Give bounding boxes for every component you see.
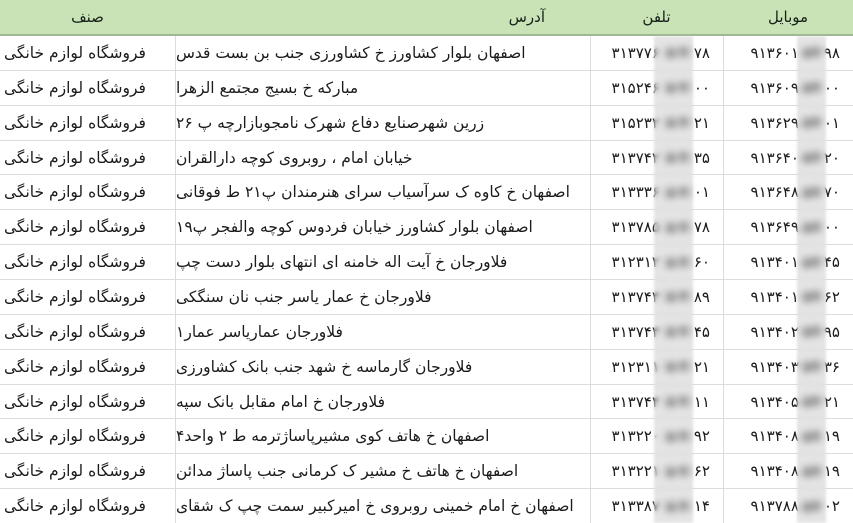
- address-cell[interactable]: [175, 36, 590, 70]
- table-row: [0, 141, 853, 176]
- phone-redaction-blur: [662, 359, 692, 374]
- table-row: [0, 315, 853, 350]
- header-cell-mobile[interactable]: [723, 0, 853, 34]
- address-value: فلاورجان گارماسه خ شهد جنب بانک کشاورزی: [176, 357, 473, 376]
- mobile-suffix: ۶۲: [823, 287, 840, 306]
- mobile-cell[interactable]: [723, 350, 853, 384]
- senf-cell[interactable]: [0, 489, 175, 523]
- mobile-cell[interactable]: [723, 175, 853, 209]
- mobile-cell[interactable]: [723, 315, 853, 349]
- mobile-redaction-blur: [801, 289, 822, 304]
- phone-redaction-blur: [662, 255, 692, 270]
- senf-value: فروشگاه لوازم خانگی: [4, 253, 146, 272]
- phone-redaction-blur: [662, 464, 692, 479]
- mobile-suffix: ۲۰: [823, 148, 840, 167]
- mobile-prefix: ۹۱۳۶۴۹: [750, 218, 799, 237]
- phone-prefix: ۳۱۳۷۴۴: [611, 392, 660, 411]
- address-cell[interactable]: [175, 419, 590, 453]
- mobile-cell[interactable]: [723, 106, 853, 140]
- mobile-cell[interactable]: [723, 210, 853, 244]
- mobile-prefix: ۹۱۳۴۰۳: [750, 357, 799, 376]
- address-cell[interactable]: [175, 141, 590, 175]
- phone-prefix: ۳۱۳۲۲۰: [611, 427, 660, 446]
- mobile-suffix: ۱۹: [823, 427, 840, 446]
- phone-suffix: ۰۰: [693, 78, 710, 97]
- table-row: [0, 385, 853, 420]
- senf-cell[interactable]: [0, 36, 175, 70]
- table-row: [0, 71, 853, 106]
- phone-prefix: ۳۱۲۳۱۲: [611, 253, 660, 272]
- phone-prefix: ۳۱۳۲۲۱: [611, 462, 660, 481]
- mobile-suffix: ۳۶: [823, 357, 840, 376]
- phone-cell[interactable]: [590, 175, 723, 209]
- senf-cell[interactable]: [0, 315, 175, 349]
- mobile-suffix: ۰۰: [823, 218, 840, 237]
- header-cell-phone[interactable]: [590, 0, 723, 34]
- address-value: اصفهان خ کاوه ک سرآسیاب سرای هنرمندان پ۲۱ ط فوقانی: [176, 183, 570, 202]
- header-label-address: آدرس: [508, 8, 545, 26]
- mobile-prefix: ۹۱۳۷۸۸: [750, 497, 799, 516]
- mobile-suffix: ۰۲: [823, 497, 840, 516]
- address-cell[interactable]: [175, 350, 590, 384]
- table-row: [0, 175, 853, 210]
- senf-value: فروشگاه لوازم خانگی: [4, 287, 146, 306]
- mobile-cell[interactable]: [723, 385, 853, 419]
- senf-value: فروشگاه لوازم خانگی: [4, 78, 146, 97]
- phone-prefix: ۳۱۳۳۸۷: [611, 497, 660, 516]
- mobile-cell[interactable]: [723, 71, 853, 105]
- mobile-redaction-blur: [801, 185, 822, 200]
- mobile-suffix: ۹۵: [823, 322, 840, 341]
- phone-cell[interactable]: [590, 141, 723, 175]
- senf-value: فروشگاه لوازم خانگی: [4, 497, 146, 516]
- phone-cell[interactable]: [590, 350, 723, 384]
- address-value: فلاورجان خ امام مقابل بانک سپه: [176, 392, 386, 411]
- header-label-phone: تلفن: [642, 8, 671, 26]
- phone-prefix: ۳۱۳۷۸۵: [611, 218, 660, 237]
- mobile-cell[interactable]: [723, 280, 853, 314]
- senf-value: فروشگاه لوازم خانگی: [4, 113, 146, 132]
- mobile-redaction-blur: [801, 45, 822, 60]
- mobile-redaction-blur: [801, 464, 822, 479]
- phone-prefix: ۳۱۳۷۴۳: [611, 287, 660, 306]
- mobile-redaction-blur: [801, 255, 822, 270]
- mobile-redaction-blur: [801, 150, 822, 165]
- phone-suffix: ۸۹: [693, 287, 710, 306]
- phone-cell[interactable]: [590, 280, 723, 314]
- senf-value: فروشگاه لوازم خانگی: [4, 43, 146, 62]
- senf-value: فروشگاه لوازم خانگی: [4, 148, 146, 167]
- senf-cell[interactable]: [0, 280, 175, 314]
- mobile-redaction-blur: [801, 499, 822, 514]
- phone-suffix: ۱۴: [693, 497, 710, 516]
- address-cell[interactable]: [175, 71, 590, 105]
- mobile-redaction-blur: [801, 80, 822, 95]
- mobile-redaction-blur: [801, 220, 822, 235]
- phone-redaction-blur: [662, 45, 692, 60]
- mobile-prefix: ۹۱۳۶۰۱: [750, 43, 799, 62]
- address-cell[interactable]: [175, 385, 590, 419]
- phone-cell[interactable]: [590, 36, 723, 70]
- mobile-prefix: ۹۱۳۶۴۸: [750, 183, 799, 202]
- address-cell[interactable]: [175, 489, 590, 523]
- phone-prefix: ۳۱۵۲۴۶: [611, 78, 660, 97]
- address-cell[interactable]: [175, 106, 590, 140]
- address-cell[interactable]: [175, 280, 590, 314]
- mobile-suffix: ۱۹: [823, 462, 840, 481]
- table-row: [0, 36, 853, 71]
- address-value: اصفهان خ هاتف خ مشیر ک کرمانی جنب پاساژ مدائن: [176, 462, 519, 481]
- address-value: مبارکه خ بسیج مجتمع الزهرا: [176, 78, 359, 97]
- phone-suffix: ۶۰: [693, 253, 710, 272]
- senf-value: فروشگاه لوازم خانگی: [4, 392, 146, 411]
- header-label-senf: صنف: [71, 8, 104, 26]
- mobile-redaction-blur: [801, 359, 822, 374]
- address-value: اصفهان خ امام خمینی روبروی خ امیرکبیر سمت چپ ک شقای: [176, 497, 574, 516]
- mobile-cell[interactable]: [723, 141, 853, 175]
- phone-suffix: ۹۲: [693, 427, 710, 446]
- mobile-redaction-blur: [801, 115, 822, 130]
- senf-cell[interactable]: [0, 385, 175, 419]
- table-row: [0, 419, 853, 454]
- mobile-prefix: ۹۱۳۶۴۰: [750, 148, 799, 167]
- senf-value: فروشگاه لوازم خانگی: [4, 462, 146, 481]
- phone-redaction-blur: [662, 80, 692, 95]
- mobile-cell[interactable]: [723, 245, 853, 279]
- mobile-suffix: ۹۸: [823, 43, 840, 62]
- table-row: [0, 106, 853, 141]
- phone-prefix: ۳۱۳۷۷۶: [611, 43, 660, 62]
- phone-cell[interactable]: [590, 71, 723, 105]
- phone-cell[interactable]: [590, 106, 723, 140]
- table-row: [0, 350, 853, 385]
- phone-cell[interactable]: [590, 385, 723, 419]
- mobile-cell[interactable]: [723, 419, 853, 453]
- mobile-prefix: ۹۱۳۴۰۸: [750, 462, 799, 481]
- mobile-redaction-blur: [801, 429, 822, 444]
- phone-suffix: ۶۲: [693, 462, 710, 481]
- mobile-prefix: ۹۱۳۴۰۱: [750, 287, 799, 306]
- phone-cell[interactable]: [590, 315, 723, 349]
- phone-prefix: ۳۱۳۳۳۶: [611, 183, 660, 202]
- address-value: فلاورجان خ آیت اله خامنه ای انتهای بلوار دست چپ: [176, 253, 508, 272]
- address-value: اصفهان بلوار کشاورز خیابان فردوس کوچه والفجر پ۱۹: [176, 218, 533, 237]
- senf-value: فروشگاه لوازم خانگی: [4, 322, 146, 341]
- senf-cell[interactable]: [0, 419, 175, 453]
- phone-redaction-blur: [662, 429, 692, 444]
- phone-redaction-blur: [662, 394, 692, 409]
- mobile-cell[interactable]: [723, 489, 853, 523]
- phone-suffix: ۲۱: [693, 113, 710, 132]
- senf-value: فروشگاه لوازم خانگی: [4, 427, 146, 446]
- address-value: فلاورجان عماریاسر عمار۱: [176, 322, 343, 341]
- phone-suffix: ۷۸: [693, 43, 710, 62]
- phone-redaction-blur: [662, 220, 692, 235]
- senf-cell[interactable]: [0, 245, 175, 279]
- mobile-suffix: ۴۵: [823, 253, 840, 272]
- address-cell[interactable]: [175, 175, 590, 209]
- address-value: اصفهان بلوار کشاورز خ کشاورزی جنب بن بست قدس: [176, 43, 526, 62]
- mobile-suffix: ۰۰: [823, 78, 840, 97]
- mobile-prefix: ۹۱۳۴۰۱: [750, 253, 799, 272]
- phone-redaction-blur: [662, 324, 692, 339]
- phone-suffix: ۲۱: [693, 357, 710, 376]
- senf-cell[interactable]: [0, 350, 175, 384]
- phone-suffix: ۴۵: [693, 322, 710, 341]
- mobile-prefix: ۹۱۳۶۲۹: [750, 113, 799, 132]
- senf-value: فروشگاه لوازم خانگی: [4, 183, 146, 202]
- header-label-mobile: موبایل: [767, 8, 809, 26]
- table-row: [0, 280, 853, 315]
- phone-cell[interactable]: [590, 419, 723, 453]
- senf-cell[interactable]: [0, 71, 175, 105]
- address-cell[interactable]: [175, 245, 590, 279]
- address-value: زرین شهرصنایع دفاع شهرک نامجوبازارچه پ ۲۶: [176, 113, 485, 132]
- phone-redaction-blur: [662, 115, 692, 130]
- phone-suffix: ۳۵: [693, 148, 710, 167]
- phone-suffix: ۷۸: [693, 218, 710, 237]
- phone-redaction-blur: [662, 150, 692, 165]
- phone-prefix: ۳۱۵۲۳۲: [611, 113, 660, 132]
- phone-cell[interactable]: [590, 210, 723, 244]
- mobile-prefix: ۹۱۳۴۰۲: [750, 322, 799, 341]
- senf-cell[interactable]: [0, 175, 175, 209]
- header-cell-senf[interactable]: [0, 0, 175, 34]
- phone-suffix: ۰۱: [693, 183, 710, 202]
- header-row: [0, 0, 853, 36]
- table-row: [0, 454, 853, 489]
- phone-cell[interactable]: [590, 489, 723, 523]
- phone-suffix: ۱۱: [693, 392, 710, 411]
- table-row: [0, 245, 853, 280]
- address-cell[interactable]: [175, 315, 590, 349]
- table-row: [0, 210, 853, 245]
- address-value: فلاورجان خ عمار یاسر جنب نان سنگکی: [176, 287, 432, 306]
- senf-cell[interactable]: [0, 106, 175, 140]
- senf-cell[interactable]: [0, 141, 175, 175]
- table-body: [0, 36, 853, 523]
- address-value: اصفهان خ هاتف کوی مشیرپاساژترمه ط ۲ واحد۴: [176, 427, 490, 446]
- mobile-suffix: ۷۰: [823, 183, 840, 202]
- phone-redaction-blur: [662, 499, 692, 514]
- phone-prefix: ۳۱۳۷۴۳: [611, 322, 660, 341]
- mobile-prefix: ۹۱۳۴۰۸: [750, 427, 799, 446]
- phone-prefix: ۳۱۳۷۴۲: [611, 148, 660, 167]
- senf-value: فروشگاه لوازم خانگی: [4, 357, 146, 376]
- address-cell[interactable]: [175, 210, 590, 244]
- phone-cell[interactable]: [590, 454, 723, 488]
- mobile-redaction-blur: [801, 394, 822, 409]
- phone-redaction-blur: [662, 185, 692, 200]
- senf-cell[interactable]: [0, 454, 175, 488]
- phone-cell[interactable]: [590, 245, 723, 279]
- phone-prefix: ۳۱۲۳۱۱: [611, 357, 660, 376]
- mobile-suffix: ۲۱: [823, 392, 840, 411]
- mobile-redaction-blur: [801, 324, 822, 339]
- mobile-prefix: ۹۱۳۶۰۹: [750, 78, 799, 97]
- address-value: خیابان امام ، روبروی کوچه دارالقران: [176, 148, 413, 167]
- senf-value: فروشگاه لوازم خانگی: [4, 218, 146, 237]
- senf-cell[interactable]: [0, 210, 175, 244]
- mobile-cell[interactable]: [723, 454, 853, 488]
- phone-redaction-blur: [662, 289, 692, 304]
- mobile-prefix: ۹۱۳۴۰۵: [750, 392, 799, 411]
- mobile-suffix: ۰۱: [823, 113, 840, 132]
- address-cell[interactable]: [175, 454, 590, 488]
- mobile-cell[interactable]: [723, 36, 853, 70]
- table-row: [0, 489, 853, 523]
- header-cell-address[interactable]: [175, 0, 590, 34]
